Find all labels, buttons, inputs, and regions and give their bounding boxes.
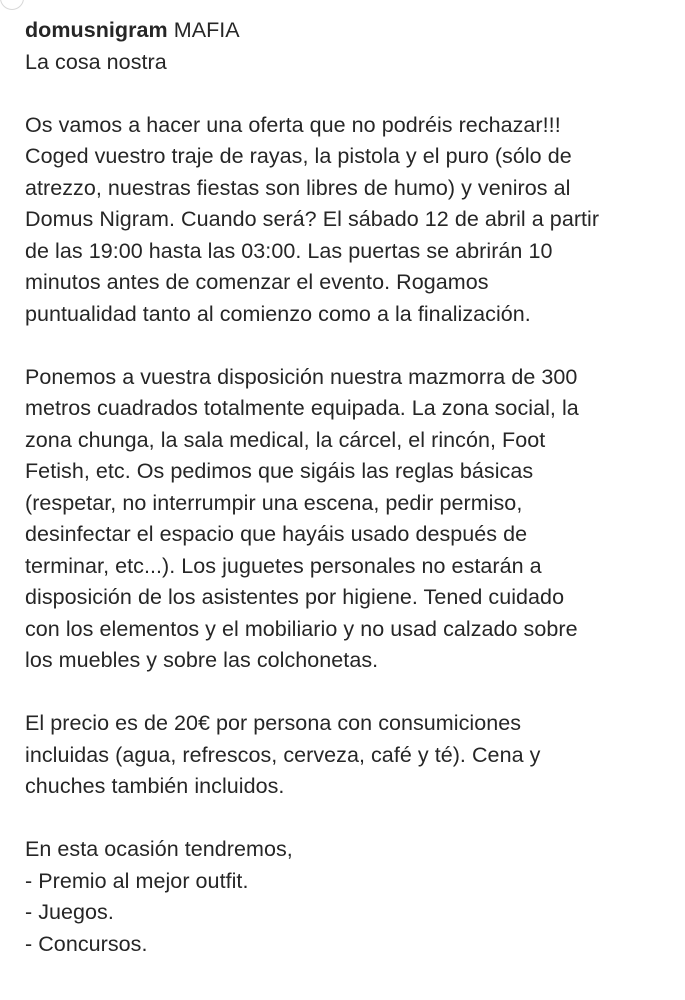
- caption-line: atrezzo, nuestras fiestas son libres de humo) y veniros al: [25, 175, 571, 200]
- caption-line: chuches también incluidos.: [25, 774, 285, 798]
- caption-line: desinfectar el espacio que hayáis usado después de: [25, 522, 528, 546]
- caption-line: minutos antes de comenzar el evento. Rogamos: [25, 270, 489, 294]
- caption-line: incluidas (agua, refrescos, cerveza, café y té). Cena y: [25, 742, 541, 767]
- list-item: - Premio al mejor outfit.: [25, 868, 249, 893]
- caption-line: puntualidad tanto al comienzo como a la finalización.: [25, 301, 531, 326]
- caption-line: Os vamos a hacer una oferta que no podréis rechazar!!!: [25, 112, 561, 137]
- caption-line: con los elementos y el mobiliario y no usad calzado sobre: [25, 616, 578, 641]
- caption-line: de las 19:00 hasta las 03:00. Las puertas se abrirán 10: [25, 238, 553, 263]
- caption-line: (respetar, no interrumpir una escena, pedir permiso,: [25, 490, 523, 515]
- username-link[interactable]: domusnigram: [25, 18, 168, 42]
- caption-line: terminar, etc...). Los juguetes personales no estarán a: [25, 553, 542, 578]
- caption-line: zona chunga, la sala medical, la cárcel, el rincón, Foot: [25, 427, 546, 452]
- post-subtitle: La cosa nostra: [25, 49, 167, 74]
- activities-list: [25, 834, 675, 960]
- list-intro: En esta ocasión tendremos,: [25, 837, 293, 861]
- caption-line: Ponemos a vuestra disposición nuestra mazmorra de 300: [25, 364, 578, 389]
- paragraph-price: [25, 708, 675, 803]
- post-title: MAFIA: [173, 18, 240, 42]
- caption-line: metros cuadrados totalmente equipada. La zona social, la: [25, 396, 579, 420]
- list-item: - Concursos.: [25, 931, 148, 956]
- caption-header: [25, 15, 675, 47]
- paragraph-venue: [25, 362, 675, 677]
- list-item: - Juegos.: [25, 900, 114, 924]
- paragraph-invitation: [25, 110, 675, 331]
- avatar[interactable]: [0, 0, 24, 10]
- post-caption: [25, 15, 675, 960]
- caption-line: Coged vuestro traje de rayas, la pistola y el puro (sólo de: [25, 144, 572, 168]
- caption-line: los muebles y sobre las colchonetas.: [25, 648, 379, 672]
- caption-line: Domus Nigram. Cuando será? El sábado 12 de abril a partir: [25, 207, 600, 231]
- caption-line: Fetish, etc. Os pedimos que sigáis las reglas básicas: [25, 459, 534, 483]
- caption-line: disposición de los asistentes por higiene. Tened cuidado: [25, 585, 565, 609]
- caption-line: El precio es de 20€ por persona con consumiciones: [25, 711, 522, 735]
